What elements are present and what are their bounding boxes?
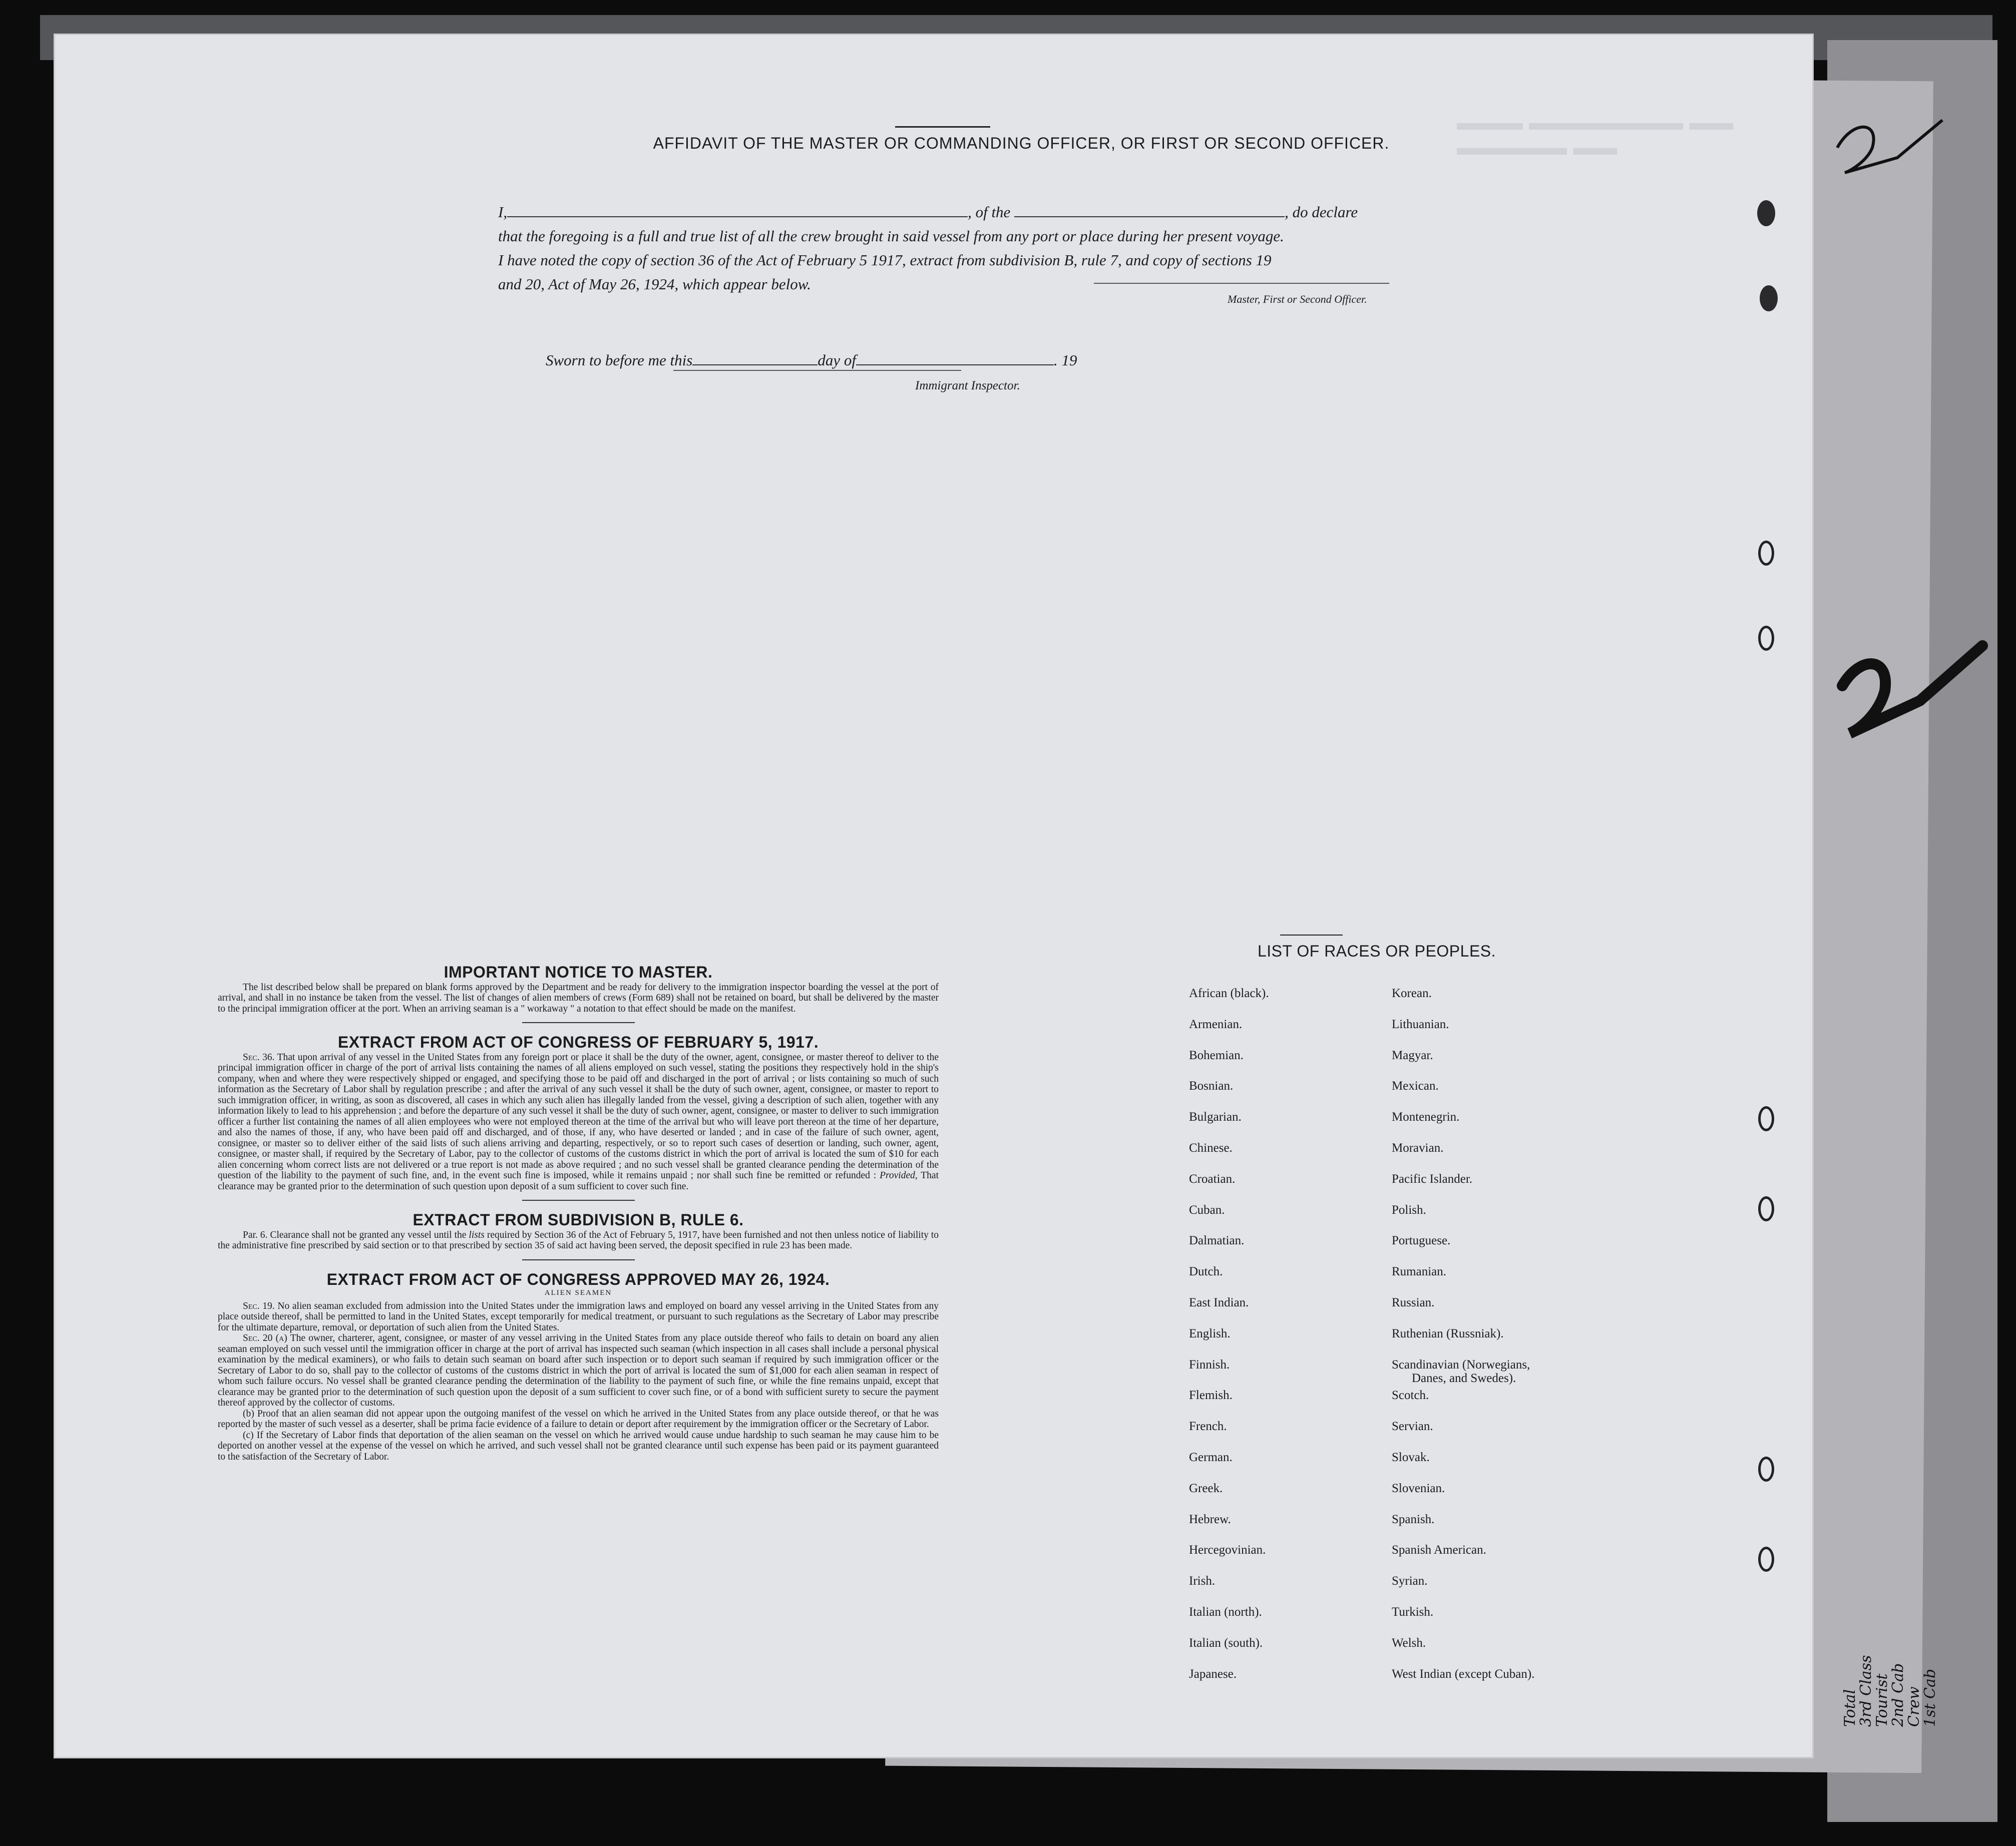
punch-hole-icon [1758, 1457, 1774, 1482]
race-item: Armenian. [1189, 1017, 1243, 1031]
race-item: Ruthenian (Russniak). [1392, 1326, 1504, 1340]
race-item: Dalmatian. [1189, 1234, 1245, 1248]
handwritten-note: 3rd Class [1857, 1655, 1875, 1727]
race-item: Syrian. [1392, 1574, 1428, 1588]
race-item: Magyar. [1392, 1048, 1433, 1062]
section-divider [522, 1022, 635, 1023]
race-item: Hebrew. [1189, 1512, 1231, 1526]
sec20a-text: Sec. 20 (a) The owner, charterer, agent, consignee, or master of any vessel arriving in the United States from any place outside thereof who fails to detain on board any alien seaman employed on such vessel until the immigration officer in charge at the port of arrival has inspected such seaman (which inspection in all cases shall include a personal physical examination by the medical examiners), or who fails to detain such seaman on board after such inspection or to deport such seaman if required by such immigration officer or the Secretary of Labor to do so, shall pay to the collector of customs of the customs district in which the port of arrival is located the sum of $1,000 for each alien seaman in respect of whom such failure occurs. No vessel shall be granted clearance pending the determination of the liability to the payment of such fine, or while the fine remains unpaid, except that clearance may be granted prior to the determination of such question upon the deposit of a sum sufficient to cover such fine, or of a bond with sufficient surety to secure the payment thereof approved by the collector of customs. [218, 1333, 939, 1408]
race-item: Russian. [1392, 1296, 1435, 1309]
race-item: Moravian. [1392, 1141, 1444, 1155]
race-item: Mexican. [1392, 1079, 1439, 1093]
race-item: Lithuanian. [1392, 1017, 1449, 1031]
notice-heading: IMPORTANT NOTICE TO MASTER. [444, 963, 713, 981]
bleed-through-text: ▬▬▬ ▬▬▬▬▬▬▬ ▬▬ ▬▬▬▬▬ ▬▬ [1457, 110, 1734, 160]
race-item-continuation: Danes, and Swedes). [1412, 1371, 1516, 1385]
section-divider [522, 1200, 635, 1201]
master-signature-field[interactable] [1094, 283, 1389, 284]
handwritten-note: 1st Cab [1921, 1668, 1939, 1727]
race-item: Italian (south). [1189, 1636, 1263, 1650]
handwritten-note: Crew [1905, 1686, 1923, 1727]
handwritten-mark-icon [1832, 100, 1952, 180]
race-item: Hercegovinian. [1189, 1543, 1266, 1557]
title-rule [895, 126, 990, 128]
section-divider [522, 1259, 635, 1260]
declare-label: , do declare [1285, 203, 1358, 221]
races-title: LIST OF RACES OR PEOPLES. [1257, 942, 1496, 960]
handwritten-note: 2nd Cab [1889, 1663, 1907, 1727]
race-item: German. [1189, 1451, 1233, 1464]
race-item: African (black). [1189, 987, 1269, 1000]
race-item: Slovenian. [1392, 1481, 1445, 1495]
affidavit-title: AFFIDAVIT OF THE MASTER OR COMMANDING OFFICER, OR FIRST OR SECOND OFFICER. [653, 134, 1390, 152]
inspector-signature-field[interactable] [673, 370, 961, 371]
race-item: Cuban. [1189, 1203, 1225, 1217]
race-item: Irish. [1189, 1574, 1216, 1588]
sec19-text: Sec. 19. No alien seaman excluded from admission into the United States under the immigration laws and employed on board any vessel arriving in the United States from any place outside thereof, shall be permitted to land in the United States, except temporarily for medical treatment, or pursuant to such regulations as the Secretary of Labor may prescribe for the ultimate departure, removal, or deportation of such alien from the United States. [218, 1300, 939, 1333]
handwritten-note: Total [1841, 1689, 1859, 1727]
punch-hole-icon [1760, 285, 1778, 311]
race-item: Finnish. [1189, 1357, 1230, 1371]
race-item: Croatian. [1189, 1172, 1236, 1186]
race-item: Bosnian. [1189, 1079, 1234, 1093]
race-item: Flemish. [1189, 1389, 1233, 1403]
sworn-line: Sworn to before me this day of . 19 [546, 351, 1077, 369]
punch-hole-icon [1758, 1547, 1774, 1572]
race-item: Korean. [1392, 987, 1432, 1000]
race-item: Scandinavian (Norwegians, [1392, 1357, 1530, 1371]
extract-1917-heading: EXTRACT FROM ACT OF CONGRESS OF FEBRUARY 5, 1917. [337, 1033, 819, 1051]
race-item: Rumanian. [1392, 1265, 1447, 1279]
handwritten-side-notes [1841, 1351, 1947, 1727]
race-item: Dutch. [1189, 1265, 1223, 1279]
race-item: French. [1189, 1420, 1227, 1434]
sworn-month-field[interactable] [856, 351, 1054, 365]
race-item: Italian (north). [1189, 1605, 1262, 1619]
race-item: Welsh. [1392, 1636, 1426, 1650]
punch-hole-icon [1758, 1196, 1774, 1221]
race-item: Scotch. [1392, 1389, 1429, 1403]
sec20b-text: (b) Proof that an alien seaman did not appear upon the outgoing manifest of the vessel on which he arrived in the United States from any place outside thereof, or that he was reported by the master of such vessel as a deserter, shall be prima facie evidence of a failure to detain or deport after requirement by the immigration officer or the Secretary of Labor. [218, 1408, 939, 1430]
race-item: English. [1189, 1326, 1231, 1340]
sec20c-text: (c) If the Secretary of Labor finds that deportation of the alien seaman on the vessel on which he arrived would cause undue hardship to such seaman he may cause him to be deported on another vessel at the expense of the vessel on which he arrived, and such vessel shall not be granted clearance until such expense has been paid or its payment guaranteed to the satisfaction of the Secretary of Labor. [218, 1430, 939, 1462]
punch-hole-icon [1758, 541, 1774, 566]
race-item: Bohemian. [1189, 1048, 1244, 1062]
race-item: Greek. [1189, 1481, 1223, 1495]
extract-1924-heading: EXTRACT FROM ACT OF CONGRESS APPROVED MAY 26, 1924. [326, 1270, 830, 1288]
race-item: Slovak. [1392, 1451, 1430, 1464]
races-title-rule [1280, 935, 1343, 936]
vessel-label: , of the [968, 203, 1011, 221]
race-item: Spanish American. [1392, 1543, 1486, 1557]
declarant-label: I, [498, 203, 508, 221]
rule6-heading: EXTRACT FROM SUBDIVISION B, RULE 6. [413, 1211, 744, 1229]
race-item: Turkish. [1392, 1605, 1434, 1619]
race-item: Chinese. [1189, 1141, 1233, 1155]
race-item: Japanese. [1189, 1667, 1237, 1681]
handwritten-note: Tourist [1873, 1673, 1891, 1727]
punch-hole-icon [1758, 626, 1774, 651]
affidavit-line-4: and 20, Act of May 26, 1924, which appear below. [498, 275, 811, 293]
rule6-text: Par. 6. Clearance shall not be granted any vessel until the lists required by Section 36 of the Act of February 5, 1917, have been furnished and not then unless notice of liability to the administrative fine prescribed by said section or to that prescribed by section 35 of said act having been served, the deposit specified in rule 23 has been made. [218, 1229, 939, 1251]
legal-notices [218, 963, 939, 1462]
affidavit-body [498, 200, 1477, 296]
race-item: Montenegrin. [1392, 1110, 1460, 1124]
extract-1917-text: Sec. 36. That upon arrival of any vessel in the United States from any foreign port or place it shall be the duty of the owner, agent, consignee, or master thereof to deliver to the principal immigration officer in charge of the port of arrival lists containing the names of all aliens employed on such vessel, stating the positions they respectively hold in the ship's company, when and where they were respectively shipped or engaged, and specifying those to be paid off and discharged in the port of arrival ; or lists containing so much of such information as the Secretary of Labor shall by regulation prescribe ; and after the arrival of any such vessel it shall be the duty of such owner, agent, consignee, or master to report to such immigration officer, in writing, as soon as discovered, all cases in which any such alien has illegally landed from the vessel, giving a description of such alien, together with any information likely to lead to his apprehension ; and before the departure of any such vessel it shall be the duty of such owner, agent, consignee, or master to deliver to such immigration officer a further list containing the names of all alien employees who were not employed thereon at the time of the arrival but who will leave port thereon at the time of her departure, and also the names of those, if any, who have been paid off and discharged, and of those, if any, who have deserted or landed ; and in case of the failure of such owner, agent, consignee, or master so to deliver either of the said lists of such aliens arriving and departing, respectively, or so to report such cases of desertion or landing, such owner, agent, consignee, or master shall, if required by the Secretary of Labor, pay to the collector of customs of the customs district in which the port of arrival is located the sum of $10 for each alien concerning whom correct lists are not delivered or a true report is not made as above required ; and no such vessel shall be granted clearance pending the determination of the question of the liability to the payment of such fine, and, in the event such fine is imposed, while it remains unpaid ; nor shall such fine be remitted or refunded : Provided, That clearance may be granted prior to the determination of such question upon deposit of a sum sufficient to cover such fine. [218, 1052, 939, 1192]
inspector-signature-label: Immigrant Inspector. [915, 379, 1020, 392]
vessel-name-field[interactable] [1014, 203, 1285, 217]
handwritten-mark-icon [1832, 626, 2012, 741]
race-item: East Indian. [1189, 1296, 1249, 1309]
sworn-day-field[interactable] [692, 351, 818, 365]
notice-text: The list described below shall be prepared on blank forms approved by the Department and be ready for delivery to the immigration inspector boarding the vessel at the port of arrival, and shall in no instance be taken from the vessel. The list of changes of alien members of crews (Form 689) shall not be retained on board, but shall be delivered by the master to the principal immigration officer at the port. When an arriving seaman is a " workaway " a notation to that effect should be made on the manifest. [218, 982, 939, 1014]
race-item: Spanish. [1392, 1512, 1435, 1526]
declarant-name-field[interactable] [507, 203, 968, 217]
punch-hole-icon [1757, 200, 1775, 226]
alien-seamen-subhead: ALIEN SEAMEN [544, 1289, 612, 1297]
affidavit-line-2: that the foregoing is a full and true list of all the crew brought in said vessel from any port or place during her present voyage. [498, 227, 1284, 245]
race-item: Pacific Islander. [1392, 1172, 1473, 1186]
race-item: Bulgarian. [1189, 1110, 1242, 1124]
punch-hole-icon [1758, 1106, 1774, 1131]
race-item: Servian. [1392, 1420, 1433, 1434]
manifest-page [55, 35, 1812, 1757]
master-signature-label: Master, First or Second Officer. [1228, 293, 1367, 305]
race-item: Portuguese. [1392, 1234, 1451, 1248]
race-item: Polish. [1392, 1203, 1426, 1217]
race-item: West Indian (except Cuban). [1392, 1667, 1535, 1681]
affidavit-line-1 [498, 200, 1477, 224]
affidavit-line-3: I have noted the copy of section 36 of the Act of February 5 1917, extract from subdivision B, rule 7, and copy of sections 19 [498, 251, 1272, 269]
